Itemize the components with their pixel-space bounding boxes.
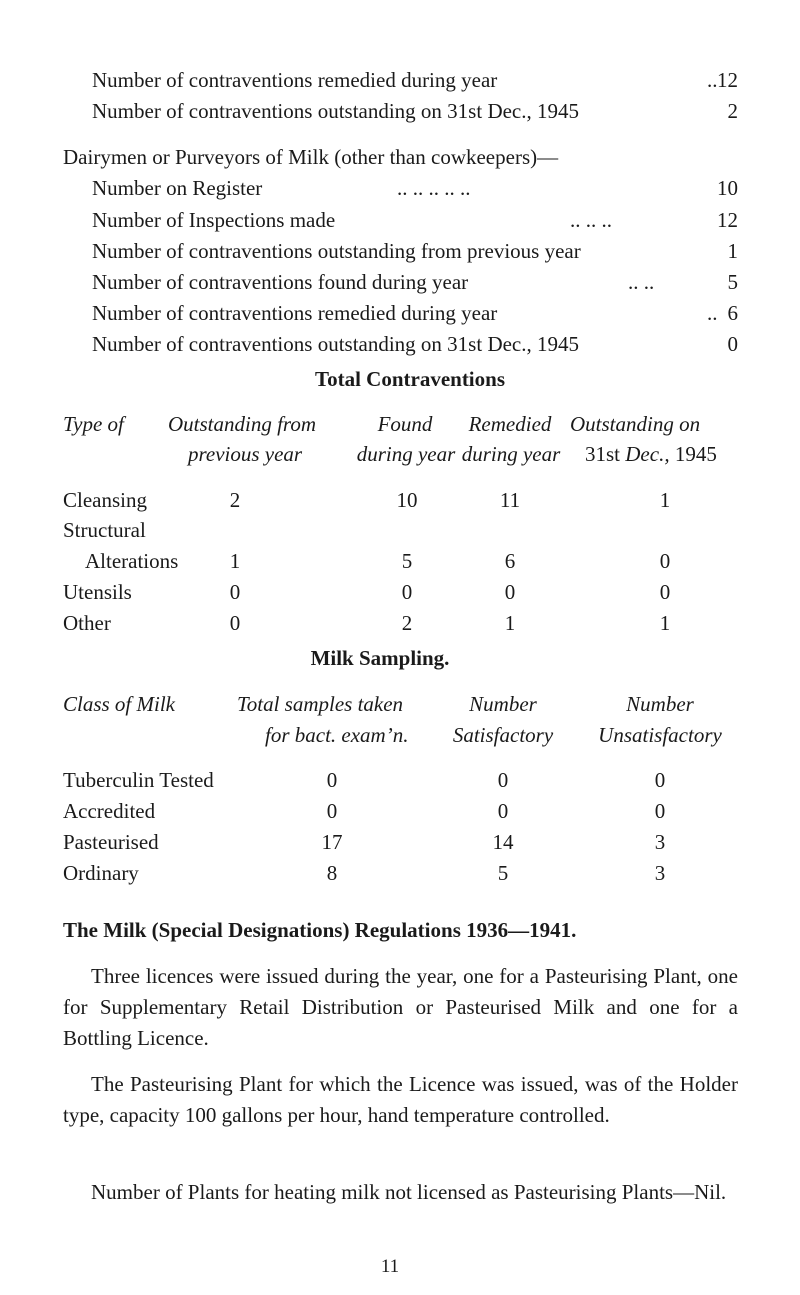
row-value: 12 bbox=[717, 208, 738, 232]
row-label: Number of contraventions outstanding from previous year bbox=[92, 239, 581, 263]
list-item bbox=[92, 99, 738, 129]
cell-value: 0 bbox=[326, 768, 338, 792]
page-number: 11 bbox=[380, 1256, 400, 1277]
cell-value: 0 bbox=[654, 799, 666, 823]
cell-value: 5 bbox=[497, 861, 509, 885]
column-header: during year bbox=[461, 442, 561, 466]
section-heading: The Milk (Special Designations) Regulations 1936—1941. bbox=[63, 918, 577, 942]
row-value: 12 bbox=[717, 68, 738, 92]
cell-value: 17 bbox=[321, 830, 343, 854]
row-value: 6 bbox=[727, 301, 738, 325]
row-label: Number of contraventions remedied during year bbox=[92, 68, 498, 92]
row-label: Number of contraventions found during year bbox=[92, 270, 469, 294]
column-header: previous year bbox=[188, 442, 303, 466]
list-item bbox=[92, 68, 738, 98]
cell-value: 0 bbox=[659, 580, 671, 604]
cell-class: Accredited bbox=[63, 799, 156, 823]
column-header: Number bbox=[626, 692, 694, 716]
leader-dots: .. .. .. bbox=[570, 208, 612, 232]
leader-dots: .. .. .. .. .. bbox=[397, 176, 471, 200]
section-heading: Dairymen or Purveyors of Milk (other than cowkeepers)— bbox=[63, 145, 559, 169]
cell-value: 2 bbox=[229, 488, 241, 512]
row-value: 10 bbox=[717, 176, 738, 200]
column-header bbox=[585, 442, 717, 467]
paragraph: Number of Plants for heating milk not licensed as Pasteurising Plants—Nil. bbox=[91, 1180, 727, 1204]
leader-dots: .. bbox=[707, 301, 718, 325]
cell-value: 10 bbox=[396, 488, 418, 512]
column-header: Outstanding from bbox=[168, 412, 316, 436]
list-item bbox=[92, 270, 738, 300]
cell-value: 0 bbox=[654, 768, 666, 792]
column-header: Number bbox=[469, 692, 537, 716]
cell-value: 0 bbox=[229, 580, 241, 604]
cell-value: 3 bbox=[654, 830, 666, 854]
column-header: Satisfactory bbox=[452, 723, 554, 747]
cell-class: Tuberculin Tested bbox=[63, 768, 214, 792]
cell-value: 2 bbox=[401, 611, 413, 635]
header-part: Dec., bbox=[625, 442, 670, 466]
cell-value: 14 bbox=[492, 830, 514, 854]
cell-value: 0 bbox=[504, 580, 516, 604]
cell-value: 0 bbox=[401, 580, 413, 604]
row-label: Number of contraventions outstanding on 31st Dec., 1945 bbox=[92, 332, 579, 356]
column-header: during year bbox=[356, 442, 456, 466]
column-header: Total samples taken bbox=[237, 692, 404, 716]
row-label: Number of Inspections made bbox=[92, 208, 336, 232]
cell-type: Alterations bbox=[85, 549, 179, 573]
cell-value: 0 bbox=[229, 611, 241, 635]
row-value: 5 bbox=[727, 270, 738, 294]
column-header: Unsatisfactory bbox=[598, 723, 722, 747]
cell-value: 0 bbox=[326, 799, 338, 823]
cell-value: 1 bbox=[504, 611, 516, 635]
cell-type: Other bbox=[63, 611, 111, 635]
row-label: Number of contraventions outstanding on 31st Dec., 1945 bbox=[92, 99, 579, 123]
cell-value: 1 bbox=[659, 611, 671, 635]
row-value: 2 bbox=[727, 99, 738, 123]
cell-value: 6 bbox=[504, 549, 516, 573]
paragraph: The Pasteurising Plant for which the Licence was issued, was of the Holder type, capacity 100 gallons per hour, hand temperature controlled. bbox=[63, 1072, 738, 1127]
cell-value: 8 bbox=[326, 861, 338, 885]
row-value: 1 bbox=[727, 239, 738, 263]
cell-value: 11 bbox=[499, 488, 521, 512]
cell-value: 1 bbox=[229, 549, 241, 573]
column-header: for bact. exam’n. bbox=[265, 723, 409, 747]
section-title: Total Contraventions bbox=[315, 367, 505, 391]
paragraph: Three licences were issued during the year, one for a Pasteurising Plant, one for Supplementary Retail Distribution or Pasteurised Milk and one for a Bottling Licence. bbox=[63, 964, 738, 1050]
header-part: 1945 bbox=[674, 442, 717, 466]
header-part: 31st bbox=[585, 442, 621, 466]
column-header: Type of bbox=[63, 412, 124, 436]
list-item bbox=[92, 208, 738, 238]
cell-value: 0 bbox=[497, 768, 509, 792]
cell-type: Cleansing bbox=[63, 488, 147, 512]
list-item bbox=[92, 332, 738, 362]
column-header: Outstanding on bbox=[570, 412, 701, 436]
list-item bbox=[92, 176, 738, 206]
cell-value: 1 bbox=[659, 488, 671, 512]
list-item bbox=[92, 239, 738, 269]
cell-value: 5 bbox=[401, 549, 413, 573]
cell-value: 0 bbox=[659, 549, 671, 573]
leader-dots: .. bbox=[707, 68, 718, 92]
cell-type: Utensils bbox=[63, 580, 132, 604]
section-title: Milk Sampling. bbox=[310, 646, 450, 670]
cell-class: Pasteurised bbox=[63, 830, 159, 854]
row-label: Number of contraventions remedied during year bbox=[92, 301, 498, 325]
list-item bbox=[92, 301, 738, 331]
cell-value: 3 bbox=[654, 861, 666, 885]
column-header: Remedied bbox=[468, 412, 552, 436]
cell-class: Ordinary bbox=[63, 861, 139, 885]
column-header: Found bbox=[377, 412, 433, 436]
column-header: Class of Milk bbox=[63, 692, 176, 716]
row-label: Number on Register bbox=[92, 176, 263, 200]
row-value: 0 bbox=[727, 332, 738, 356]
cell-value: 0 bbox=[497, 799, 509, 823]
cell-type: Structural bbox=[63, 518, 146, 542]
leader-dots: .. .. bbox=[628, 270, 655, 294]
